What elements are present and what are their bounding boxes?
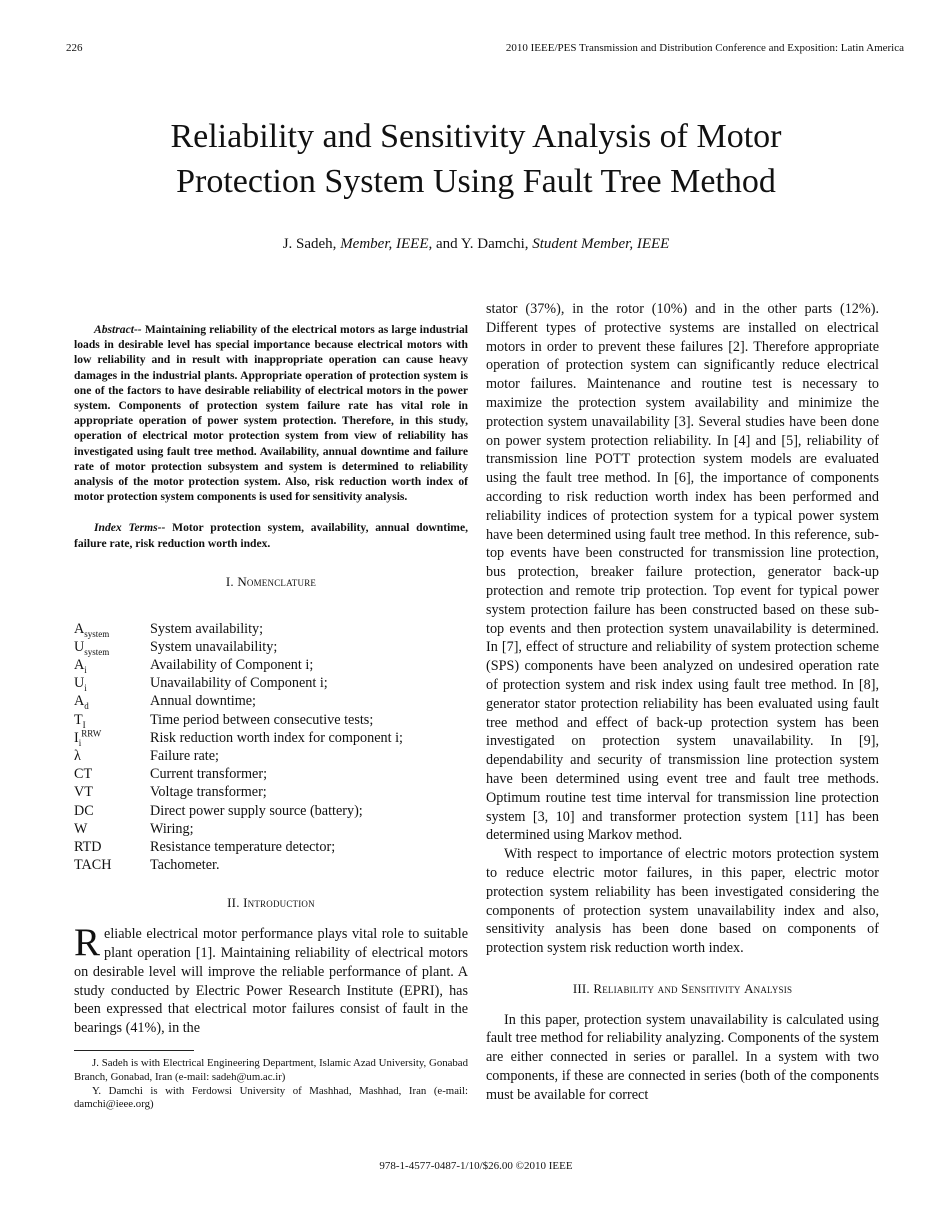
nomenclature-row bbox=[74, 729, 468, 747]
nomenclature-row bbox=[74, 747, 468, 765]
nomenclature-symbol: $A_i$ bbox=[74, 657, 87, 675]
abstract bbox=[74, 322, 468, 504]
section-heading-reliability: III. Reliability and Sensitivity Analysis bbox=[572, 980, 793, 996]
drop-cap: R bbox=[74, 921, 101, 965]
footnote-divider bbox=[74, 1050, 194, 1051]
nomenclature-row bbox=[74, 674, 468, 692]
title-line-2: Protection System Using Fault Tree Method bbox=[176, 163, 776, 200]
nomenclature-row bbox=[74, 783, 468, 801]
nomenclature-definition: Unavailability of Component i; bbox=[150, 675, 328, 692]
nomenclature-symbol: DC bbox=[74, 802, 94, 819]
nomenclature-row bbox=[74, 620, 468, 638]
nomenclature-symbol: $A_d$ bbox=[74, 693, 89, 712]
left-column bbox=[74, 300, 468, 1112]
nomenclature-definition: Risk reduction worth index for component i; bbox=[150, 729, 403, 746]
nomenclature-definition: Time period between consecutive tests; bbox=[150, 711, 374, 728]
nomenclature-symbol: $U_i$ bbox=[74, 675, 87, 694]
right-column bbox=[486, 300, 879, 1105]
section-heading-nomenclature: I. Nomenclature bbox=[225, 573, 317, 589]
nomenclature-row bbox=[74, 711, 468, 729]
nomenclature-row bbox=[74, 692, 468, 710]
nomenclature-definition: System availability; bbox=[150, 620, 264, 637]
intro-paragraph-1-cont: stator (37%), in the rotor (10%) and in the other parts (12%). Different types of protective systems are installed on electrical motors in order to prevent these failures [2]. Therefore appropriate operation of protection system can significantly reduce electrical motor failures. Maintenance and routine test is necessary to maximize the protection system availability and minimize the protection system unavailability [3]. Several studies have been done on power system protection reliability. In [4] and [5], reliability of transmission line POTT protection system models are evaluated using the fault tree method. In [6], the importance of components according to risk reduction worth index has been performed and reliability indices of protection system for a typical power system have been determined using fault tree method. In this reference, sub-top events have been constructed for transmission line protection, bus protection, breaker failure protection, generator back-up protection and remote trip protection. Top event for typical power system protection failure has been constructed based on these sub-top events and then protection system unavailability is determined. In [7], effect of structure and reliability of system protection scheme (SPS) components have been analyzed on undesired operation rate of protection system and risk index using fault tree method. In [8], generator stator protection reliability has been evaluated using fault tree method and effect of back-up protection system has been investigated on protection system unavailability. In [9], dependability and security of transmission line protection system have been determined using event tree and fault tree methods. Optimum routine test time interval for transmission line protection system [3, 10] and transformer protection system [11] has been determined using Markov method. bbox=[486, 301, 879, 844]
section-heading-introduction: II. Introduction bbox=[227, 895, 315, 911]
conference-header: 2010 IEEE/PES Transmission and Distribution Conference and Exposition: Latin America bbox=[505, 42, 904, 54]
nomenclature-row bbox=[74, 838, 468, 856]
nomenclature-row bbox=[74, 765, 468, 783]
nomenclature-definition: Direct power supply source (battery); bbox=[150, 802, 363, 819]
title-line-1: Reliability and Sensitivity Analysis of Motor bbox=[170, 118, 782, 155]
nomenclature-row bbox=[74, 820, 468, 838]
nomenclature-symbol: CT bbox=[74, 766, 93, 783]
nomenclature-definition: Current transformer; bbox=[150, 766, 268, 783]
nomenclature-row bbox=[74, 656, 468, 674]
authors bbox=[0, 236, 952, 253]
nomenclature-row bbox=[74, 638, 468, 656]
footnote-1: J. Sadeh is with Electrical Engineering Department, Islamic Azad University, Gonabad Branch, Gonabad, Iran (e-mail: sadeh@um.ac.ir) bbox=[74, 1057, 468, 1083]
copyright-footer: 978-1-4577-0487-1/10/$26.00 ©2010 IEEE bbox=[379, 1160, 573, 1172]
section3-paragraph: In this paper, protection system unavailability is calculated using fault tree method for reliability analyzing. Components of the system are either connected in series or parallel. In a system with two components, if these are connected in series (both of the components must be available for correct bbox=[486, 1011, 879, 1103]
nomenclature-symbol: $T_I$ bbox=[74, 711, 86, 730]
author-1: J. Sadeh, bbox=[282, 236, 337, 252]
index-terms bbox=[74, 520, 468, 550]
nomenclature-symbol: $A_{system}$ bbox=[74, 620, 110, 639]
author-2-role: Student Member, IEEE bbox=[532, 236, 670, 252]
nomenclature-definition: System unavailability; bbox=[150, 638, 278, 655]
nomenclature-definition: Failure rate; bbox=[150, 748, 219, 765]
index-terms-label: Index Terms-- bbox=[94, 521, 166, 535]
author-2: Y. Damchi, bbox=[460, 236, 529, 252]
intro-paragraph-2: With respect to importance of electric motors protection system to reduce electric motor failures, in this paper, electric motor protection system reliability has been investigated considering the components of protection system unavailability index and also, sensitivity analysis has been done based on components of protection system risk reduction worth index. bbox=[486, 846, 879, 957]
author-1-role: Member, IEEE, bbox=[340, 236, 433, 252]
intro-paragraph-1: Reliable electrical motor performance plays vital role to suitable plant operation [1]. Maintaining reliability of electrical motors on desirable level will improve the reliable performance of plant. A study conducted by Electric Power Research Institute (EPRI), has been expressed that electrical motor failures consist of fault in the bearings (41%), in the bbox=[74, 921, 468, 1037]
nomenclature-definition: Wiring; bbox=[150, 820, 194, 837]
abstract-text: Maintaining reliability of the electrical motors as large industrial loads in desirable level has special importance because electrical motors with low reliability and in result with inappropriate operation can cause heavy damages in the industrial plants. Appropriate operation of protection system is one of the factors to have desirable reliability of electrical motors in the power system. Components of protection system failure rate has vital role in appropriate operation of power system protection. Therefore, in this study, operation of electrical motor protection system from view of reliability has investigated using fault tree method. Availability, annual downtime and failure rate of motor protection subsystem and system is determined to reliability analysis of the motor protection system. Also, risk reduction worth index of motor protection system components is used for sensitivity analysis. bbox=[74, 323, 468, 504]
nomenclature-symbol: TACH bbox=[74, 857, 112, 874]
authors-and: and bbox=[436, 236, 458, 252]
nomenclature-definition: Voltage transformer; bbox=[150, 784, 267, 801]
page-number: 226 bbox=[66, 42, 83, 54]
abstract-label: Abstract-- bbox=[94, 323, 142, 336]
index-terms-text: Motor protection system, availability, annual downtime, failure rate, risk reduction worth index. bbox=[74, 521, 468, 550]
nomenclature-definition: Annual downtime; bbox=[150, 693, 256, 710]
nomenclature-symbol: $I_i^{RRW}$ bbox=[74, 728, 102, 748]
nomenclature-symbol: VT bbox=[74, 784, 93, 801]
nomenclature-symbol: λ bbox=[74, 748, 81, 765]
footnote-2: Y. Damchi is with Ferdowsi University of Mashhad, Mashhad, Iran (e-mail: damchi@ieee.org) bbox=[74, 1084, 468, 1111]
nomenclature-definition: Resistance temperature detector; bbox=[150, 839, 336, 856]
paper-title bbox=[0, 114, 952, 204]
nomenclature-definition: Availability of Component i; bbox=[150, 657, 314, 674]
nomenclature-symbol: W bbox=[74, 820, 88, 837]
nomenclature-symbol: $U_{system}$ bbox=[74, 638, 110, 657]
nomenclature-row bbox=[74, 856, 468, 874]
nomenclature-definition: Tachometer. bbox=[150, 857, 220, 874]
nomenclature-list bbox=[74, 620, 468, 875]
nomenclature-symbol: RTD bbox=[74, 839, 102, 856]
nomenclature-row bbox=[74, 802, 468, 820]
